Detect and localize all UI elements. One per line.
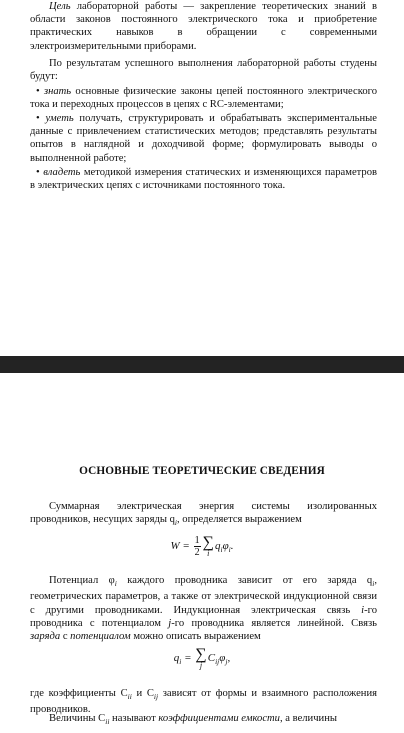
text-run: где коэффициенты C xyxy=(30,688,128,699)
energy-formula xyxy=(0,535,404,558)
sigma-symbol: ∑ xyxy=(195,646,207,663)
bullet-marker: • xyxy=(36,167,40,178)
bullet-text: основные физические законы цепей постоянного электрического тока и переходных процессов в цепях с RC-элементами; xyxy=(30,86,377,111)
text-sub: ij xyxy=(153,692,159,702)
capacitance-paragraph xyxy=(30,712,377,728)
fraction-denominator: 2 xyxy=(194,547,200,558)
bullet-text: получать, структурировать и обрабатывать экспериментальные данные с привлечением статистических методов; представлять результаты опытов в наглядной и доходчивой форме; формулировать выводы о выполненной работе; xyxy=(30,113,377,164)
text-run: -го проводника с потенциалом xyxy=(30,604,377,629)
bullet-text: методикой измерения статических и изменяющихся параметров в электрических цепях с источниками постоянного тока. xyxy=(30,167,377,192)
text-sub: i xyxy=(372,579,375,589)
sum-operator xyxy=(195,647,206,670)
text-sub: ii xyxy=(105,717,110,727)
bullet-can xyxy=(30,112,377,165)
formula-var2: φ xyxy=(222,540,229,553)
section-heading: ОСНОВНЫЕ ТЕОРЕТИЧЕСКИЕ СВЕДЕНИЯ xyxy=(79,465,325,477)
energy-paragraph xyxy=(30,500,377,530)
text-italic: i xyxy=(361,604,365,616)
formula-sub: ij xyxy=(215,657,220,667)
goal-text: лабораторной работы — закрепление теоретических знаний в области законов постоянного электрического тока и приобретение практических навыков в обращении с современными электроизмерительными приборами. xyxy=(30,1,377,52)
text-run: можно описать выражением xyxy=(130,630,261,642)
text-run: -го проводника является линейной. Связь xyxy=(171,617,377,629)
text-run: называют xyxy=(109,713,159,724)
text-italic: заряда xyxy=(30,630,61,642)
sum-index: i xyxy=(207,549,210,558)
formula-var: q xyxy=(214,540,221,553)
goal-paragraph xyxy=(30,0,377,53)
bullet-verb: уметь xyxy=(45,113,74,124)
formula-var2: φ xyxy=(219,652,226,665)
results-intro: По результатам успешного выполнения лабораторной работы студены будут: xyxy=(30,58,377,83)
sigma-symbol: ∑ xyxy=(202,534,214,551)
energy-sub: i xyxy=(174,518,177,528)
text-run: , геометрических параметров, а также от электрической индукционной связи с другими проводниками. Индукционная электрическая связь xyxy=(30,575,377,616)
charge-formula xyxy=(0,647,404,670)
fraction-numerator: 1 xyxy=(194,535,200,546)
bullet-marker: • xyxy=(36,113,40,124)
energy-text: Суммарная электрическая энергия системы изолированных проводников, несущих заряды q xyxy=(30,501,377,526)
text-italic: потенциалом xyxy=(70,630,131,642)
page-bottom xyxy=(0,373,404,733)
bullet-master xyxy=(30,166,377,192)
formula-tail: . xyxy=(230,540,234,553)
text-sub: ii xyxy=(127,692,132,702)
text-run: Величины C xyxy=(49,713,106,724)
energy-text-end: , определяется выражением xyxy=(177,514,302,526)
goal-lead: Цель xyxy=(49,1,71,12)
formula-sub2: j xyxy=(225,657,228,667)
formula-lhs: q xyxy=(173,652,180,665)
fraction xyxy=(194,535,201,558)
bullet-verb: знать xyxy=(43,86,72,97)
page-separator xyxy=(0,356,404,373)
text-run: зависят от формы и взаимного расположения проводников. xyxy=(30,688,377,716)
text-italic: коэффициентами емкости xyxy=(158,713,280,724)
page-top xyxy=(0,0,404,356)
sum-index: j xyxy=(199,661,203,670)
text-run: , а величины xyxy=(279,713,338,724)
text-run: с xyxy=(60,630,71,642)
formula-sub: i xyxy=(220,545,223,555)
bullet-marker: • xyxy=(36,86,40,97)
formula-lhs-sub: i xyxy=(179,657,182,667)
text-run: каждого проводника зависит от его заряда q xyxy=(116,575,373,586)
text-run: и C xyxy=(131,688,154,699)
formula-sub2: i xyxy=(228,545,231,555)
formula-eq: = xyxy=(181,652,192,665)
formula-lhs: W = xyxy=(170,540,190,553)
bullet-verb: владеть xyxy=(43,167,81,178)
text-italic: j xyxy=(168,617,172,629)
bullet-know xyxy=(30,85,377,111)
formula-var: C xyxy=(207,652,216,665)
formula-tail: , xyxy=(227,652,231,665)
text-sub: i xyxy=(114,579,117,589)
sum-operator xyxy=(203,535,214,558)
potential-paragraph xyxy=(30,574,377,643)
text-run: Потенциал φ xyxy=(49,575,115,586)
